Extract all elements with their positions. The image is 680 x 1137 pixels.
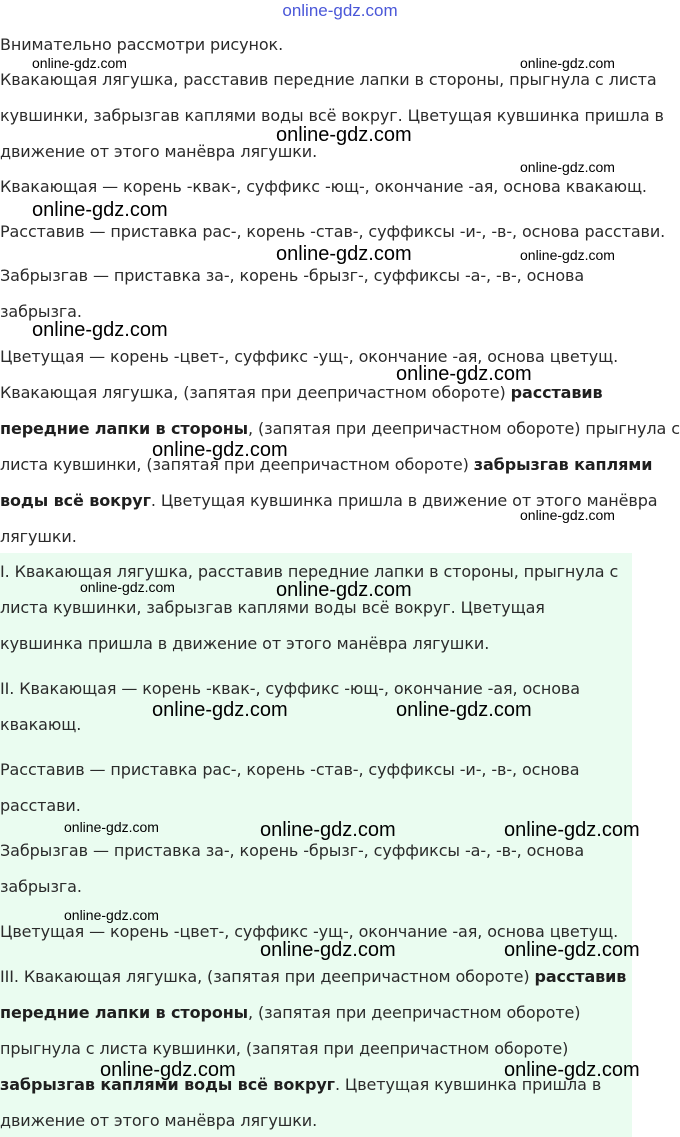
watermark: online-gdz.com xyxy=(520,55,615,71)
answer-part2-line: квакающ. xyxy=(0,715,82,734)
punct-line: Квакающая лягушка, (запятая при деепричастном обороте) расставив xyxy=(0,383,603,402)
watermark: online-gdz.com xyxy=(504,939,640,961)
watermark: online-gdz.com xyxy=(520,159,615,175)
watermark: online-gdz.com xyxy=(100,1059,236,1081)
watermark: online-gdz.com xyxy=(276,243,412,265)
answer-part3-line: прыгнула с листа кувшинки, (запятая при деепричастном обороте) xyxy=(0,1039,569,1058)
watermark: online-gdz.com xyxy=(504,819,640,841)
watermark: online-gdz.com xyxy=(260,939,396,961)
answer-part1-line: I. Квакающая лягушка, расставив передние лапки в стороны, прыгнула с xyxy=(0,562,619,581)
punct-line: передние лапки в стороны, (запятая при деепричастном обороте) прыгнула с xyxy=(0,419,680,438)
watermark: online-gdz.com xyxy=(152,699,288,721)
answer-part2-line: забрызга. xyxy=(0,877,82,896)
answer-part2-line: II. Квакающая — корень -квак-, суффикс -ющ-, окончание -ая, основа xyxy=(0,679,580,698)
task-sentence-line: кувшинки, забрызгав каплями воды всё вокруг. Цветущая кувшинка пришла в xyxy=(0,106,664,125)
watermark: online-gdz.com xyxy=(64,819,159,835)
answer-part2-line: Забрызгав — приставка за-, корень -брызг-, суффиксы -а-, -в-, основа xyxy=(0,841,585,860)
task-instruction: Внимательно рассмотри рисунок. xyxy=(0,35,284,54)
watermark: online-gdz.com xyxy=(520,507,615,523)
task-sentence-line: движение от этого манёвра лягушки. xyxy=(0,142,318,161)
watermark: online-gdz.com xyxy=(396,363,532,385)
parse-line: Цветущая — корень -цвет-, суффикс -ущ-, окончание -ая, основа цветущ. xyxy=(0,347,619,366)
answer-part3-line: III. Квакающая лягушка, (запятая при деепричастном обороте) расставив xyxy=(0,967,627,986)
parse-line: Расставив — приставка рас-, корень -став-, суффиксы -и-, -в-, основа расстави. xyxy=(0,222,666,241)
punct-line: воды всё вокруг. Цветущая кувшинка пришла в движение от этого манёвра xyxy=(0,491,658,510)
parse-line: Забрызгав — приставка за-, корень -брызг-, суффиксы -а-, -в-, основа xyxy=(0,266,585,285)
parse-line: забрызга. xyxy=(0,302,82,321)
watermark: online-gdz.com xyxy=(520,247,615,263)
watermark: online-gdz.com xyxy=(32,55,127,71)
watermark: online-gdz.com xyxy=(260,819,396,841)
watermark: online-gdz.com xyxy=(32,319,168,341)
watermark: online-gdz.com xyxy=(396,699,532,721)
site-header-watermark: online-gdz.com xyxy=(282,1,398,20)
watermark: online-gdz.com xyxy=(80,579,175,595)
answer-part2-line: Цветущая — корень -цвет-, суффикс -ущ-, окончание -ая, основа цветущ. xyxy=(0,922,619,941)
answer-part1-line: кувшинка пришла в движение от этого манёвра лягушки. xyxy=(0,634,490,653)
watermark: online-gdz.com xyxy=(152,439,288,461)
punct-line: лягушки. xyxy=(0,527,77,546)
watermark: online-gdz.com xyxy=(276,579,412,601)
parse-line: Квакающая — корень -квак-, суффикс -ющ-, окончание -ая, основа квакающ. xyxy=(0,177,647,196)
watermark: online-gdz.com xyxy=(276,124,412,146)
task-sentence-line: Квакающая лягушка, расставив передние лапки в стороны, прыгнула с листа xyxy=(0,70,657,89)
punct-line: листа кувшинки, (запятая при деепричастном обороте) забрызгав каплями xyxy=(0,455,653,474)
watermark: online-gdz.com xyxy=(32,199,168,221)
watermark: online-gdz.com xyxy=(504,1059,640,1081)
answer-part3-line: движение от этого манёвра лягушки. xyxy=(0,1111,318,1130)
watermark: online-gdz.com xyxy=(64,907,159,923)
answer-part2-line: расстави. xyxy=(0,796,81,815)
answer-part3-line: забрызгав каплями воды всё вокруг. Цветущая кувшинка пришла в xyxy=(0,1075,602,1094)
answer-part3-line: передние лапки в стороны, (запятая при деепричастном обороте) xyxy=(0,1003,581,1022)
answer-part2-line: Расставив — приставка рас-, корень -став-, суффиксы -и-, -в-, основа xyxy=(0,760,580,779)
answer-part1-line: листа кувшинки, забрызгав каплями воды всё вокруг. Цветущая xyxy=(0,598,545,617)
